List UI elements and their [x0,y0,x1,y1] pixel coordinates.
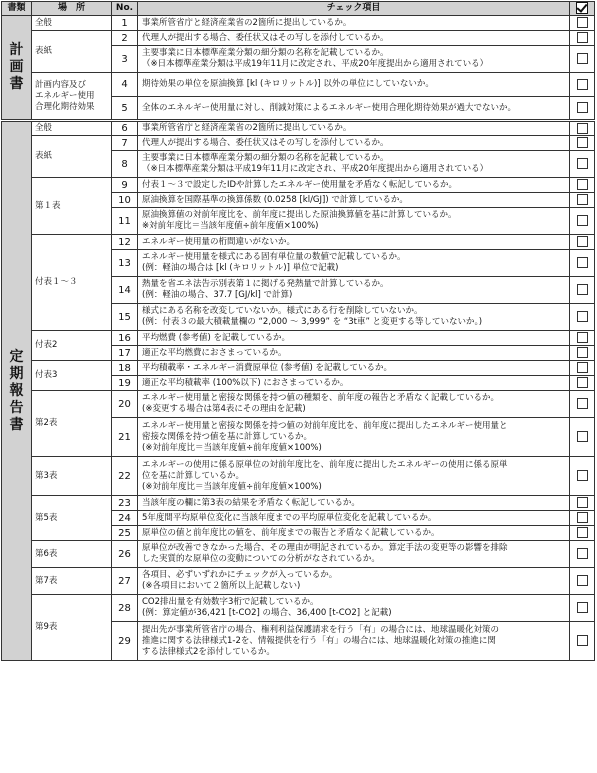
check-item-line: 位を基に計算しているか。 [142,470,245,481]
checklist-table [1,1,595,661]
check-item-line: 適正な平均積載率 (100%以下) におさまっているか。 [142,377,349,388]
item-number: 18 [112,361,138,376]
check-item-line: (例：軽油の場合、37.7 [GJ/kl] で計算) [142,290,293,300]
check-item-text [138,376,570,391]
category-cell: 付表2 [32,331,112,361]
check-item-line: (例：算定値が36,421 [t-CO2] の場合、36,400 [t-CO2] と記載) [142,608,392,618]
check-item-line: (例：軽油の場合は [kl (キロリットル)] 単位で記載) [142,263,339,273]
check-item-text [138,208,570,235]
check-item-line: CO2排出量を有効数字3桁で記載しているか。 [142,597,319,607]
check-item-text [138,235,570,250]
checkbox[interactable] [577,347,588,358]
check-item-line: 事業所管省庁と経済産業省の2箇所に提出しているか。 [142,17,352,28]
check-item-text [138,496,570,511]
check-item-line: 代理人が提出する場合、委任状又はその写しを添付しているか。 [142,137,389,148]
check-item-line: する法律様式2を添付しているか。 [142,646,275,657]
check-item-line: 平均積載率・エネルギー消費原単位 (参考値) を記載しているか。 [142,362,393,373]
checkbox-cell [570,376,595,391]
item-number: 22 [112,457,138,496]
checkbox[interactable] [577,332,588,343]
checkbox-cell [570,526,595,541]
check-item-text [138,541,570,568]
checkbox[interactable] [577,194,588,205]
checkbox-cell [570,511,595,526]
item-number: 21 [112,418,138,457]
table-row [2,331,595,346]
checkbox-cell [570,331,595,346]
check-item-line: 原単位の値と前年度比の値を、前年度までの報告と矛盾なく記載しているか。 [142,527,440,538]
header-check [570,2,595,16]
check-item-line: (※対前年度比＝当該年度値÷前年度値×100%) [142,442,322,453]
check-item-line: エネルギー使用量と密接な関係を持つ値の種類を、前年度の報告と矛盾なく記載しているか。 [142,393,500,403]
check-item-line: 密接な関係を持つ値を基に計算しているか。 [142,431,313,442]
check-item-text [138,331,570,346]
check-item-text [138,73,570,97]
category-cell: 第5表 [32,496,112,541]
checkbox[interactable] [577,602,588,613]
checkbox-cell [570,391,595,418]
header-doc: 書類 [2,2,32,16]
check-item-line: 代理人が提出する場合、委任状又はその写しを添付しているか。 [142,32,389,43]
check-item-line: 推進に関する法律様式1-2を、情報提供を行う「有」の場合には、地球温暖化対策の推進に関 [142,635,496,646]
checkbox[interactable] [577,362,588,373]
category-cell: 第7表 [32,568,112,595]
item-number: 2 [112,31,138,46]
header-item: チェック項目 [138,2,570,16]
table-row [2,31,595,46]
checkbox-cell [570,250,595,277]
check-item-line: (※対前年度比＝当該年度値÷前年度値×100%) [142,481,322,492]
item-number: 29 [112,622,138,661]
item-number: 25 [112,526,138,541]
check-item-line: 当該年度の欄に第3表の結果を矛盾なく転記しているか。 [142,497,360,508]
checkbox[interactable] [577,470,588,481]
checkbox-cell [570,73,595,97]
check-item-line: 様式にある名称を改変していないか。様式にある行を削除していないか。 [142,306,423,316]
item-number: 23 [112,496,138,511]
item-number: 13 [112,250,138,277]
table-row [2,391,595,418]
check-item-line: 主要事業に日本標準産業分類の細分類の名称を記載しているか。 [142,48,389,58]
item-number: 6 [112,121,138,136]
item-number: 27 [112,568,138,595]
checkbox-cell [570,46,595,73]
check-item-line: ※対前年度比＝当該年度値÷前年度値×100%) [142,221,319,231]
check-item-text [138,346,570,361]
table-row [2,73,595,97]
check-item-line: 全体のエネルギー使用量に対し、削減対策によるエネルギー使用合理化期待効果が過大でないか。 [142,102,517,113]
header-row [2,2,595,16]
checkbox-cell [570,178,595,193]
checkbox-cell [570,541,595,568]
check-item-text [138,526,570,541]
checkbox[interactable] [577,17,588,28]
checkbox-cell [570,457,595,496]
checkbox-cell [570,568,595,595]
category-cell: 付表１～３ [32,235,112,331]
checkbox-cell [570,193,595,208]
check-item-line: 原油換算を国際基準の換算係数 (0.0258 [kl/GJ]) で計算しているか。 [142,194,408,205]
table-row [2,178,595,193]
category-cell: 第9表 [32,595,112,661]
checkbox-cell [570,31,595,46]
item-number: 17 [112,346,138,361]
checkbox[interactable] [577,431,588,442]
category-cell: 表紙 [32,31,112,73]
table-row [2,496,595,511]
check-item-text [138,31,570,46]
item-number: 16 [112,331,138,346]
category-cell: 第6表 [32,541,112,568]
checkbox[interactable] [577,398,588,409]
check-item-line: 熱量を省エネ法告示別表第１に掲げる発熱量で計算しているか。 [142,279,389,289]
check-item-text [138,622,570,661]
item-number: 3 [112,46,138,73]
category-cell: 第3表 [32,457,112,496]
checkbox[interactable] [577,179,588,190]
check-item-text [138,595,570,622]
checkbox-cell [570,277,595,304]
check-item-text [138,97,570,121]
checkbox-cell [570,16,595,31]
checkbox[interactable] [577,575,588,586]
check-item-text [138,151,570,178]
item-number: 15 [112,304,138,331]
category-cell: 付表3 [32,361,112,391]
checkbox-cell [570,136,595,151]
item-number: 1 [112,16,138,31]
check-item-line: （※日本標準産業分類は平成19年11月に改定され、平成20年度提出から適用されている） [142,59,489,69]
checkbox[interactable] [577,635,588,646]
check-item-text [138,250,570,277]
checkbox[interactable] [577,137,588,148]
item-number: 5 [112,97,138,121]
check-item-line: 各項目、必ずいずれかにチェックが入っているか。 [142,570,338,580]
checkbox[interactable] [577,527,588,538]
table-row [2,136,595,151]
item-number: 10 [112,193,138,208]
checkbox[interactable] [577,377,588,388]
check-item-text [138,46,570,73]
checkbox[interactable] [577,32,588,43]
item-number: 8 [112,151,138,178]
category-cell: 計画内容及び エネルギー使用 合理化期待効果 [32,73,112,121]
item-number: 7 [112,136,138,151]
check-item-line: 適正な平均燃費におさまっているか。 [142,347,287,358]
category-cell: 第１表 [32,178,112,235]
check-item-line: エネルギー使用量の桁間違いがないか。 [142,236,296,247]
checkbox[interactable] [577,311,588,322]
check-item-line: 原単位が改善できなかった場合、その理由が明記されているか。算定手法の変更等の影響を排除 [142,543,508,553]
checkbox-cell [570,97,595,121]
checkbox[interactable] [577,215,588,226]
item-number: 4 [112,73,138,97]
table-row [2,541,595,568]
table-row [2,361,595,376]
checkbox[interactable] [577,79,588,90]
item-number: 14 [112,277,138,304]
category-cell: 全般 [32,121,112,136]
check-item-line: エネルギー使用量と密接な関係を持つ値の対前年度比を、前年度に提出したエネルギー使用量と [142,420,508,431]
checkbox[interactable] [577,158,588,169]
checkbox-cell [570,304,595,331]
table-row [2,595,595,622]
category-cell: 第2表 [32,391,112,457]
checkbox[interactable] [577,548,588,559]
category-cell: 全般 [32,16,112,31]
check-item-line: 提出先が事業所管省庁の場合、権利利益保護請求を行う「有」の場合には、地球温暖化対策の [142,624,500,635]
item-number: 24 [112,511,138,526]
checkbox[interactable] [577,102,588,113]
checkmark-icon [576,2,588,14]
check-item-text [138,136,570,151]
check-item-text [138,277,570,304]
header-place: 場 所 [32,2,112,16]
check-item-text [138,361,570,376]
check-item-text [138,16,570,31]
check-item-line: 5年度間平均原単位変化に当該年度までの平均原単位変化を記載しているか。 [142,512,437,523]
check-item-text [138,193,570,208]
check-item-text [138,304,570,331]
item-number: 19 [112,376,138,391]
checkbox-cell [570,151,595,178]
check-item-text [138,121,570,136]
header-no: No. [112,2,138,16]
check-item-text [138,418,570,457]
check-item-line: (例：付表３の最大積載量欄の “2,000 ～ 3,999” を “3t車” と変更する等していないか。) [142,317,483,327]
checkbox-cell [570,595,595,622]
checkbox[interactable] [577,236,588,247]
checkbox[interactable] [577,497,588,508]
checkbox-cell [570,622,595,661]
check-item-line: 平均燃費 (参考値) を記載しているか。 [142,332,291,343]
checkbox[interactable] [577,512,588,523]
table-row [2,121,595,136]
item-number: 28 [112,595,138,622]
document-type-cell: 計 画 書 [2,16,32,121]
table-row [2,16,595,31]
checkbox-cell [570,121,595,136]
check-item-text [138,511,570,526]
check-item-line: （※日本標準産業分類は平成19年11月に改定され、平成20年度提出から適用されている） [142,164,489,174]
checkbox[interactable] [577,257,588,268]
category-cell: 表紙 [32,136,112,178]
check-item-line: (※各項目において２箇所以上記載しない) [142,581,301,591]
item-number: 9 [112,178,138,193]
item-number: 26 [112,541,138,568]
document-type-cell: 定 期 報 告 書 [2,121,32,661]
check-item-text [138,178,570,193]
checkbox-cell [570,208,595,235]
check-item-text [138,568,570,595]
check-item-line: 原油換算値の対前年度比を、前年度に提出した原油換算値を基に計算しているか。 [142,210,457,220]
item-number: 12 [112,235,138,250]
checkbox[interactable] [577,123,588,134]
check-item-line: 付表１～３で設定したIDや計算したエネルギー使用量を矛盾なく転記しているか。 [142,179,458,190]
table-row [2,235,595,250]
check-item-line: 期待効果の単位を原油換算 [kl (キロリットル)] 以外の単位にしていないか。 [142,79,434,89]
check-item-line: した実質的な原単位の変動についての分析がなされているか。 [142,554,380,564]
table-row [2,457,595,496]
item-number: 11 [112,208,138,235]
check-item-line: エネルギーの使用に係る原単位の対前年度比を、前年度に提出したエネルギーの使用に係る原単 [142,459,508,470]
check-item-text [138,457,570,496]
check-item-line: 事業所管省庁と経済産業省の2箇所に提出しているか。 [142,123,352,133]
check-item-line: (※変更する場合は第4表にその理由を記載) [142,404,306,414]
checkbox-cell [570,235,595,250]
checkbox-cell [570,346,595,361]
checkbox-cell [570,496,595,511]
checklist-body [2,16,595,661]
table-row [2,568,595,595]
checkbox-cell [570,418,595,457]
check-item-line: 主要事業に日本標準産業分類の細分類の名称を記載しているか。 [142,153,389,163]
item-number: 20 [112,391,138,418]
checkbox[interactable] [577,53,588,64]
checkbox[interactable] [577,284,588,295]
check-item-text [138,391,570,418]
check-item-line: エネルギー使用量を様式にある固有単位量の数値で記載しているか。 [142,252,406,262]
checkbox-cell [570,361,595,376]
